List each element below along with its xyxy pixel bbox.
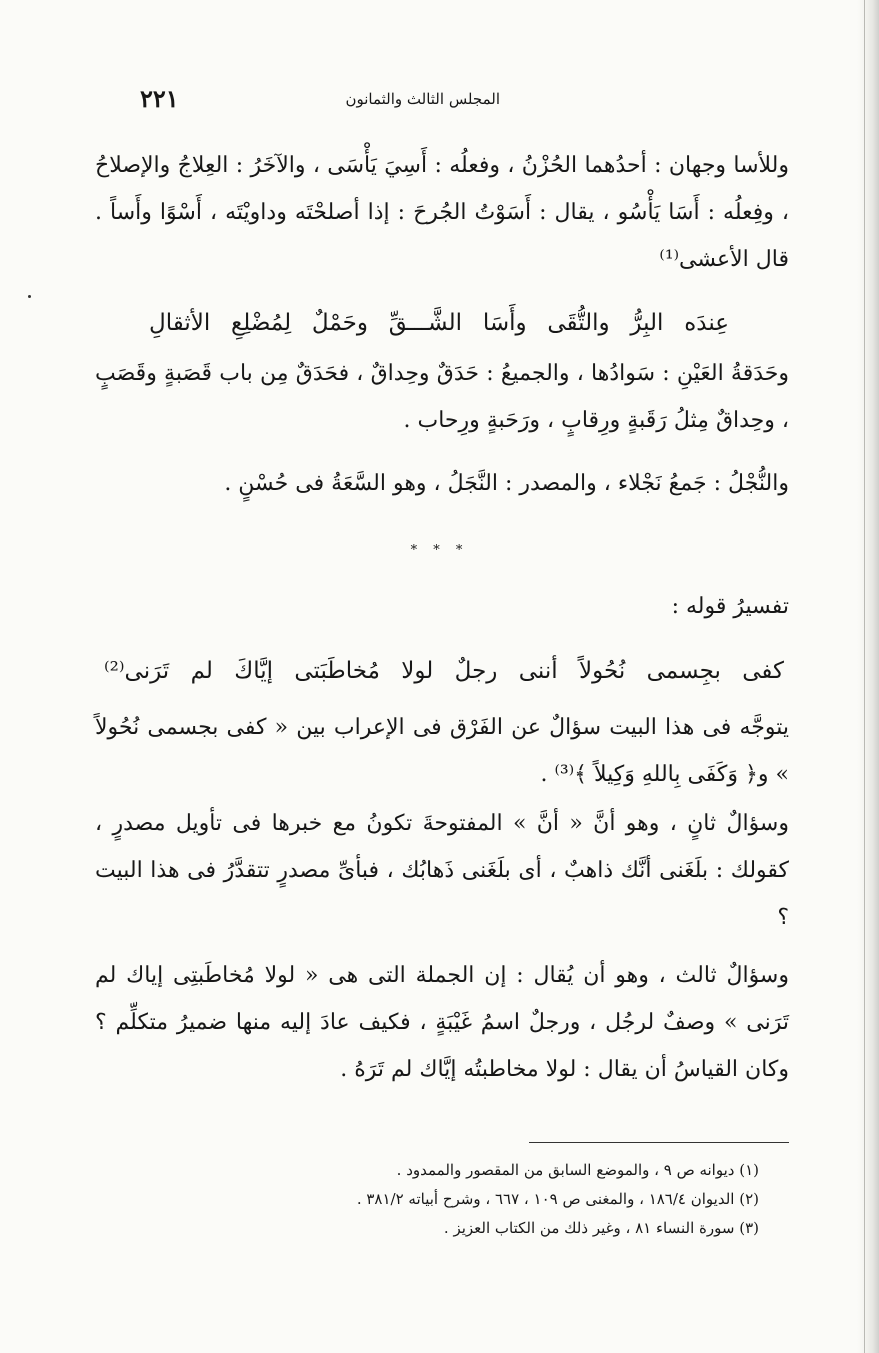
page-edge-shadow — [857, 0, 879, 1353]
section-separator: * * * — [410, 543, 469, 558]
footnote-2: (٢) الديوان ١٨٦/٤ ، والمغنى ص ١٠٩ ، ٦٦٧ ، وشرح أبياته ٣٨١/٢ . — [356, 1190, 759, 1208]
footnote-divider — [529, 1142, 789, 1143]
running-title: المجلس الثالث والثمانون — [345, 90, 500, 108]
paragraph-third-question: وسؤالٌ ثالث ، وهو أن يُقال : إن الجملة التى هى « لولا مُخاطَبتِى إياك لم تَرَنى » وصفٌ لرجُل ، ورجلٌ اسمُ غَيْبَةٍ ، فكيف عادَ إليه منها ضميرُ متكلِّم ؟ وكان القياسُ أن يقال : لولا مخاطبتُه إيَّاك لم تَرَهُ . — [95, 963, 789, 1082]
paragraph-hadaqa: وحَدَقةُ العَيْنِ : سَوادُها ، والجميعُ : حَدَقٌ وحِداقٌ ، فحَدَقٌ مِن باب قَصَبةٍ وقَصَبٍ ، وحِداقٌ مِثلُ رَقَبةٍ ورِقابٍ ، ورَحَبةٍ ورِحاب . — [95, 361, 789, 433]
footnote-3: (٣) سورة النساء ٨١ ، وغير ذلك من الكتاب العزيز . — [443, 1219, 759, 1237]
page-number: ٢٢١ — [140, 84, 179, 113]
footnotes — [109, 1156, 759, 1243]
page-header — [140, 84, 750, 114]
paragraph-asa-meanings: وللأسا وجهان : أحدُهما الحُزْنُ ، وفعلُه : أَسِيَ يَأْسَى ، والآخَرُ : العِلاجُ والإصلاحُ ، وفِعلُه : أَسَا يَأْسُو ، يقال : أَسَوْتُ الجُرحَ : إذا أصلحْتَه وداويْتَه ، أَسْوًا وأَساً . قال الأعشى⁽¹⁾ — [95, 153, 789, 272]
paragraph-najl: والنُّجْلُ : جَمعُ نَجْلاء ، والمصدر : النَّجَلُ ، وهو السَّعَةُ فى حُسْنٍ . — [224, 471, 789, 496]
footnote-1: (١) ديوانه ص ٩ ، والموضع السابق من المقصور والممدود . — [396, 1161, 759, 1179]
paragraph-first-question: يتوجَّه فى هذا البيت سؤالٌ عن الفَرْق فى الإعراب بين « كفى بجسمى نُحُولاً » و﴿ وَكَفَى بِاللهِ وَكِيلاً ﴾⁽³⁾ . — [95, 715, 789, 787]
verse-kafa-bijismi: كفى بجِسمى نُحُولاً أننى رجلٌ لولا مُخاطَبَتى إيَّاكَ لم تَرَنى⁽²⁾ — [104, 658, 784, 684]
verse-al-asha: عِندَه البِرُّ والتُّقَى وأَسَا الشَّـــقِّ وحَمْلٌ لِمُضْلِعِ الأثقالِ — [149, 310, 729, 336]
section-heading: تفسيرُ قوله : — [671, 594, 789, 619]
margin-speck — [28, 295, 31, 298]
page-edge-line — [864, 0, 865, 1353]
paragraph-second-question: وسؤالٌ ثانٍ ، وهو أنَّ « أنَّ » المفتوحةَ تكونُ مع خبرها فى تأويل مصدرٍ ، كقولك : بلَغَنى أنَّك ذاهبٌ ، أى بلَغَنى ذَهابُك ، فبأىِّ مصدرٍ تتقدَّرُ فى هذا البيت ؟ — [95, 811, 789, 930]
